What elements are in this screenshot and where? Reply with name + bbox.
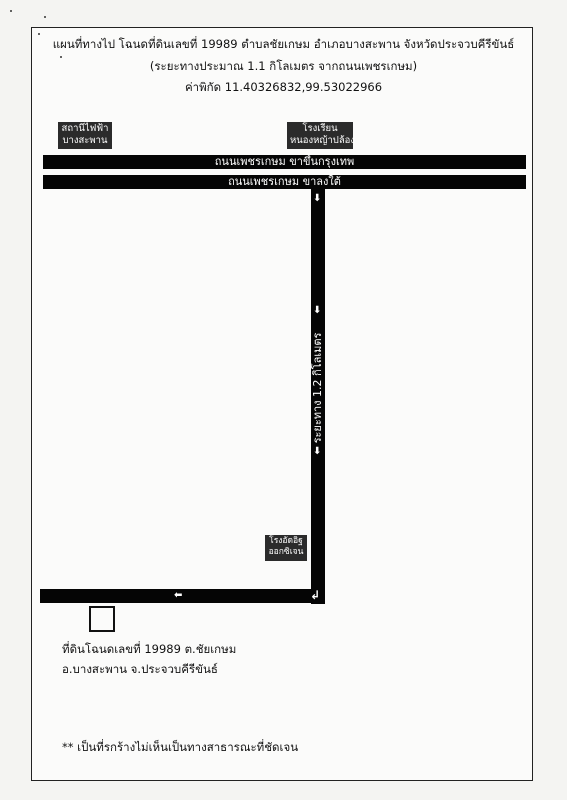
turn-left-icon: ↲	[310, 588, 321, 602]
landmark-label: บางสะพาน	[62, 135, 108, 146]
landmark-brick-mill	[265, 535, 307, 561]
landmark-label: หนองหญ้าปล้อง	[290, 135, 355, 146]
landmark-school	[287, 122, 353, 149]
arrow-down-icon: ⬇	[313, 305, 322, 316]
footnote: ** เป็นที่รกร้างไม่เห็นเป็นทางสาธารณะที่ชัดเจน	[62, 740, 299, 754]
landmark-label: ออกซิเจน	[268, 547, 304, 557]
scan-speck	[10, 10, 12, 12]
road-lower-lane: ถนนเพชรเกษม ขาลงใต้	[43, 175, 526, 189]
landmark-label: สถานีไฟฟ้า	[61, 123, 109, 134]
arrow-down-icon: ⬇	[313, 193, 322, 204]
arrow-down-icon: ⬇	[313, 446, 322, 457]
scan-speck	[44, 16, 46, 18]
plot-caption-line1: ที่ดินโฉนดเลขที่ 19989 ต.ชัยเกษม	[62, 642, 237, 656]
map-title: แผนที่ทางไป โฉนดที่ดินเลขที่ 19989 ตำบลชัยเกษม อำเภอบางสะพาน จังหวัดประจวบคีรีขันธ์	[52, 37, 515, 51]
bottom-road	[40, 589, 325, 603]
landmark-label: โรงอัดอิฐ	[269, 536, 303, 546]
road-upper-lane: ถนนเพชรเกษม ขาขึ้นกรุงเทพ	[43, 155, 526, 169]
side-road-distance: ระยะทาง 1.2 กิโลเมตร	[311, 332, 324, 444]
arrow-left-icon: ⬅	[174, 590, 183, 601]
plot-caption-line2: อ.บางสะพาน จ.ประจวบคีรีขันธ์	[62, 662, 218, 676]
map-subtitle: (ระยะทางประมาณ 1.1 กิโลเมตร จากถนนเพชรเกษม)	[149, 59, 418, 73]
landmark-label: โรงเรียน	[302, 123, 338, 134]
scan-speck	[38, 33, 40, 35]
landmark-power-station	[58, 122, 112, 149]
map-coordinates: ค่าพิกัด 11.40326832,99.53022966	[184, 80, 383, 94]
land-plot-marker	[89, 606, 115, 632]
